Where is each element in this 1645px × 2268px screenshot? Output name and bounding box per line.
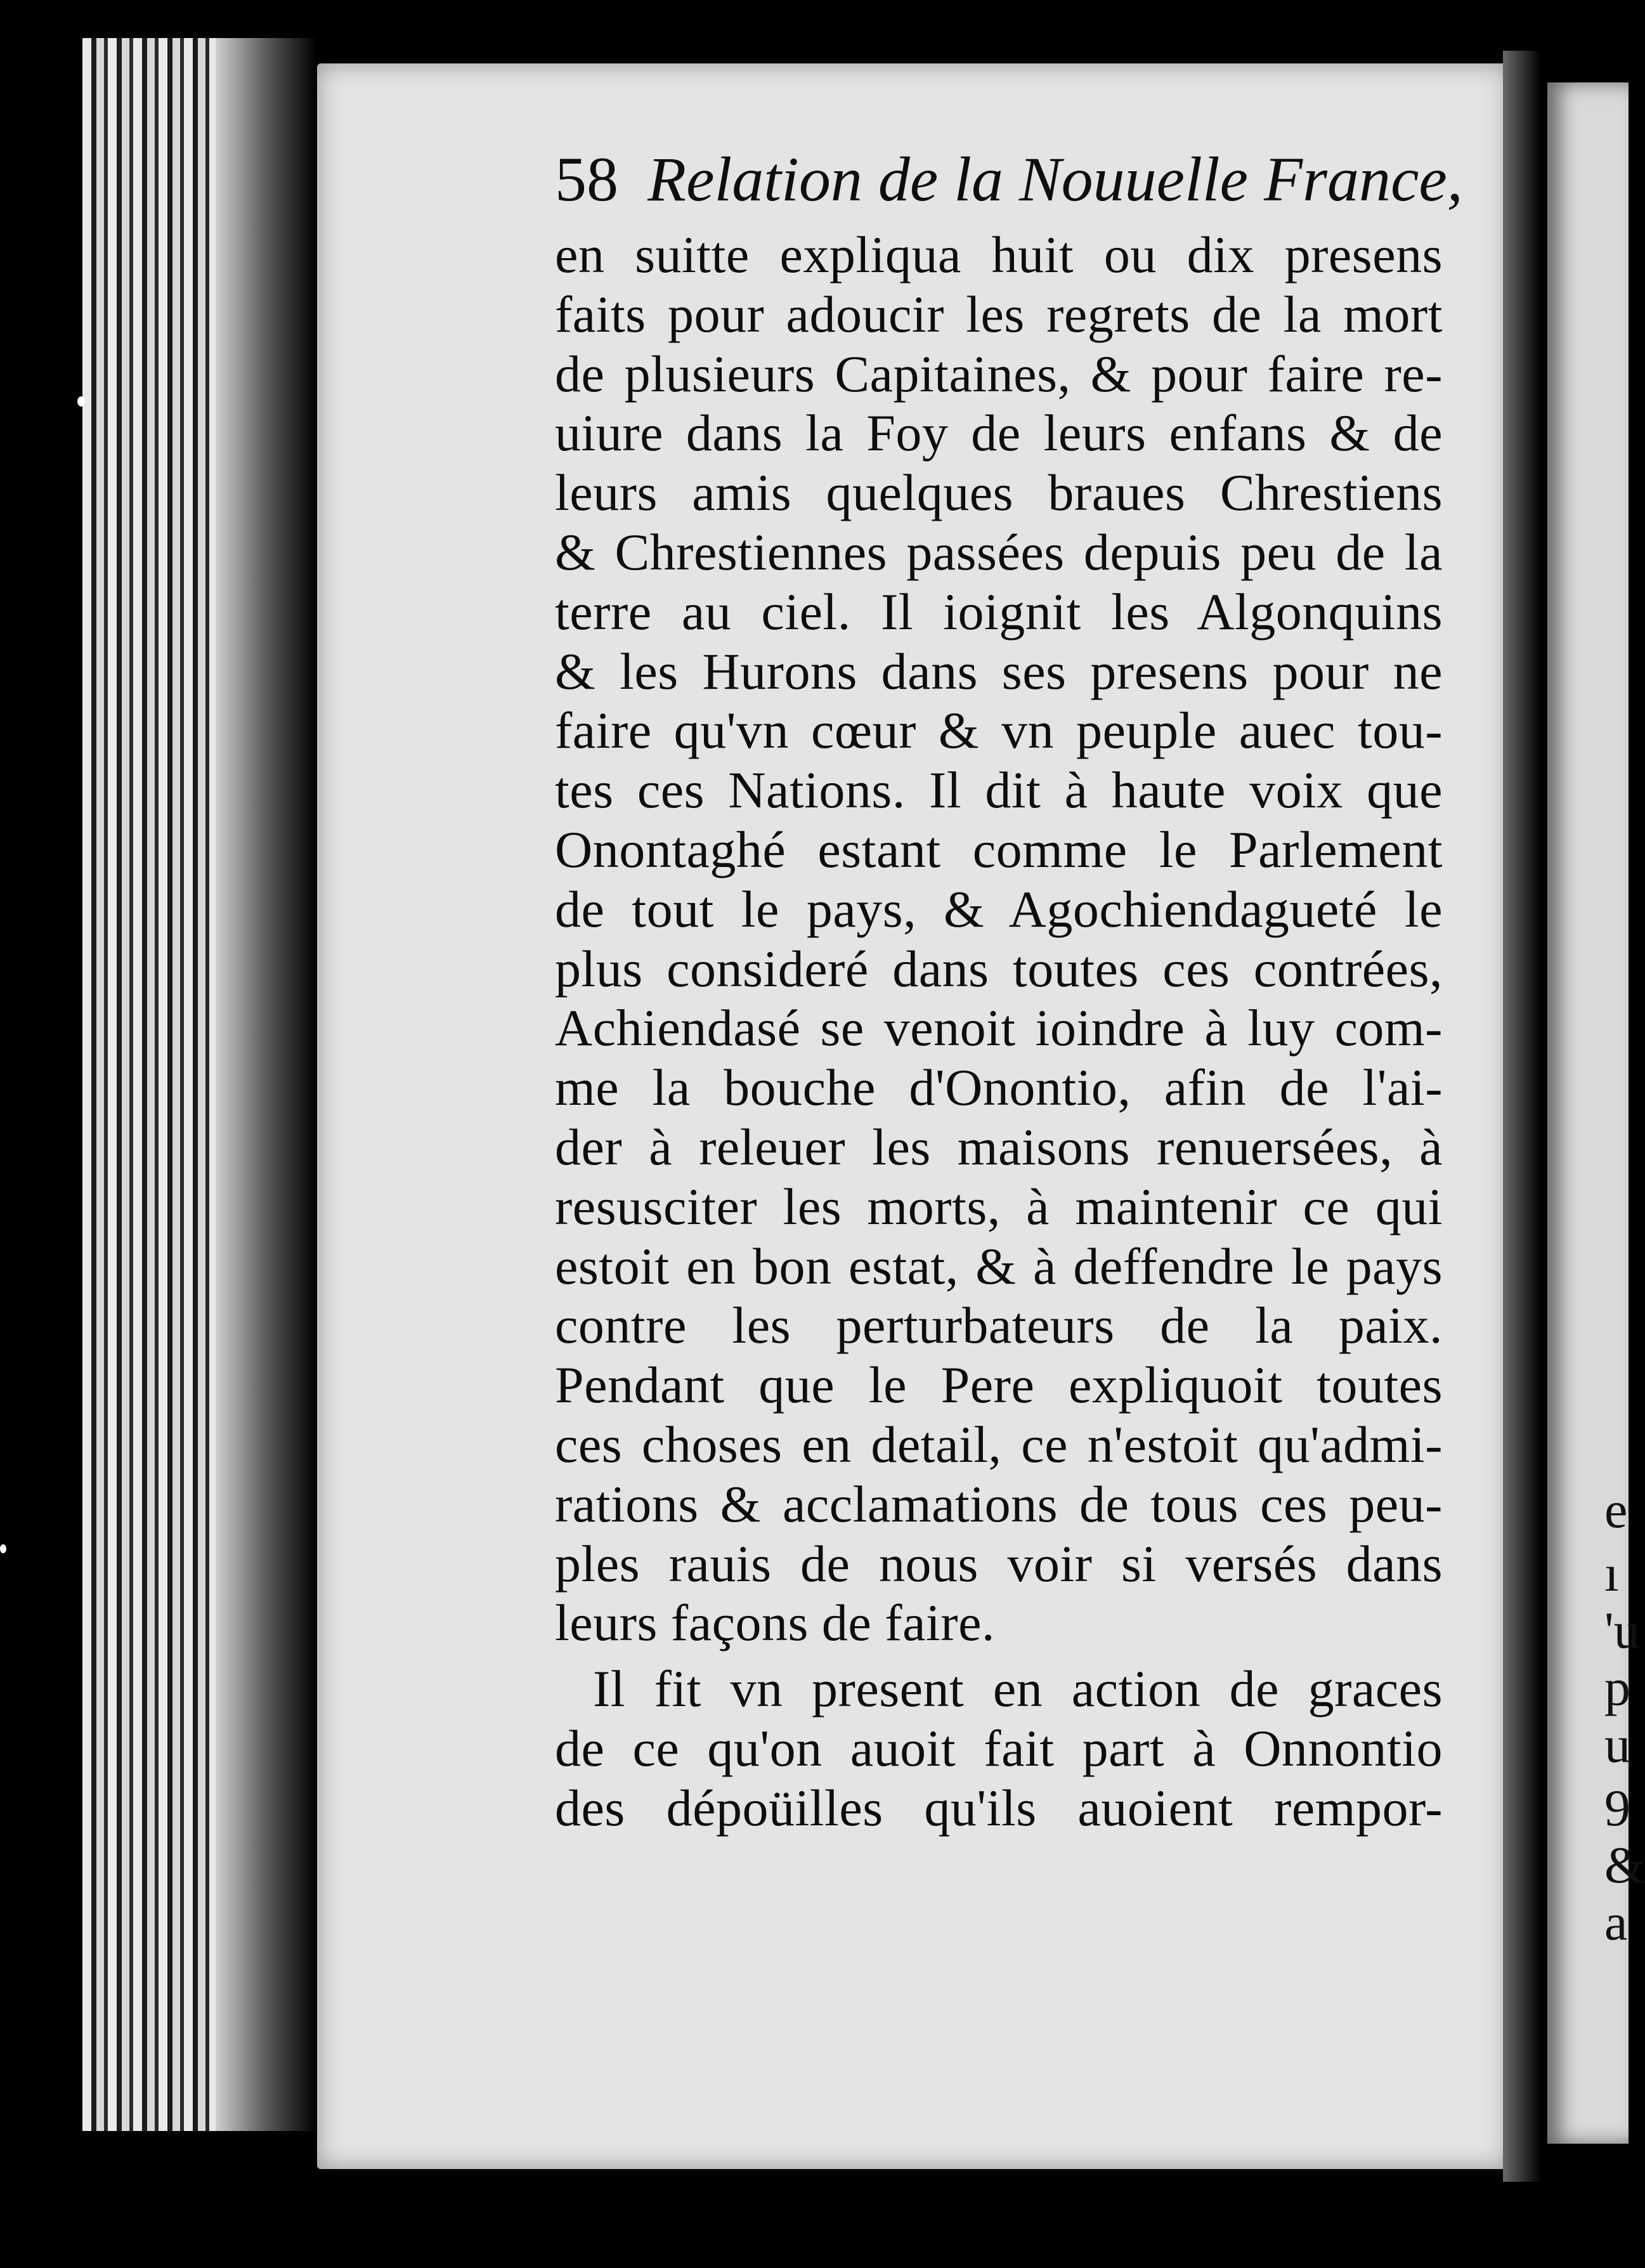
next-page-fragment: 9: [1604, 1779, 1630, 1837]
text-line-content: leurs amis quelques braues Chrestiens: [555, 464, 1443, 522]
next-page-sliver: [1547, 82, 1645, 2144]
text-line-content: Il fit vn present en action de graces: [593, 1660, 1443, 1718]
text-line: [555, 642, 1443, 701]
text-line: [555, 582, 1443, 642]
text-line: [555, 1778, 1443, 1838]
text-line-content: resusciter les morts, à maintenir ce qui: [555, 1177, 1443, 1235]
text-line: [555, 523, 1443, 582]
text-line: [555, 1719, 1443, 1778]
text-line-content: ces choses en detail, ce n'estoit qu'admi-: [555, 1415, 1443, 1473]
text-line-content: der à releuer les maisons renuersées, à: [555, 1118, 1443, 1176]
text-line: [555, 225, 1443, 285]
paragraph: [555, 1659, 1443, 1837]
text-line: [555, 1593, 1443, 1653]
text-line-content: ples rauis de nous voir si versés dans: [555, 1534, 1443, 1593]
paragraph-gap: [555, 1653, 1443, 1659]
running-title: Relation de la Nouuelle France,: [647, 144, 1463, 214]
next-page-fragment: u: [1604, 1716, 1630, 1773]
paragraph: [555, 225, 1443, 1653]
text-line: [555, 1058, 1443, 1118]
text-line: [555, 1475, 1443, 1534]
text-line-content: faits pour adoucir les regrets de la mort: [555, 285, 1443, 343]
text-line: [555, 285, 1443, 344]
text-line-content: de tout le pays, & Agochiendagueté le: [555, 880, 1443, 938]
text-line-content: Achiendasé se venoit ioindre à luy com-: [555, 999, 1443, 1057]
text-line-content: estoit en bon estat, & à deffendre le pays: [555, 1237, 1443, 1295]
text-line: [555, 403, 1443, 463]
text-line-content: leurs façons de faire.: [555, 1594, 995, 1652]
text-block: [555, 225, 1443, 1838]
text-line: [555, 1118, 1443, 1177]
next-page-fragment: p: [1604, 1659, 1630, 1716]
text-line-content: uiure dans la Foy de leurs enfans & de: [555, 404, 1443, 462]
text-line: [555, 1296, 1443, 1355]
text-line: [555, 939, 1443, 999]
page-number: 58: [555, 144, 618, 214]
text-line-content: tes ces Nations. Il dit à haute voix que: [555, 761, 1443, 819]
text-line-content: de ce qu'on auoit fait part à Onnontio: [555, 1719, 1443, 1777]
scan-speck: [0, 1544, 6, 1553]
text-line: [555, 820, 1443, 880]
text-line-content: & les Hurons dans ses presens pour ne: [555, 642, 1443, 700]
text-line: [555, 760, 1443, 820]
text-line: [555, 998, 1443, 1058]
text-line-content: plus consideré dans toutes ces contrées,: [555, 939, 1443, 998]
text-line-content: en suitte expliqua huit ou dix presens: [555, 226, 1443, 284]
text-line-content: faire qu'vn cœur & vn peuple auec tou-: [555, 701, 1443, 760]
next-page-fragment: a: [1604, 1893, 1628, 1951]
text-line: [555, 344, 1443, 404]
text-line: [555, 701, 1443, 760]
next-page-fragment: e: [1604, 1481, 1628, 1539]
text-line: [555, 463, 1443, 523]
next-page-fragment: ı: [1604, 1544, 1619, 1602]
text-line-content: terre au ciel. Il ioignit les Algonquins: [555, 582, 1443, 641]
next-page-fragment: &: [1604, 1836, 1645, 1894]
text-line: [555, 1415, 1443, 1475]
page-edge-shadow: [1503, 51, 1541, 2182]
text-line-content: Pendant que le Pere expliquoit toutes: [555, 1356, 1443, 1414]
text-line-content: & Chrestiennes passées depuis peu de la: [555, 523, 1443, 581]
text-line-content: contre les perturbateurs de la paix.: [555, 1296, 1443, 1355]
text-line: [555, 1177, 1443, 1237]
scan-speck: [77, 396, 85, 407]
text-line: [555, 880, 1443, 939]
text-line-content: rations & acclamations de tous ces peu-: [555, 1475, 1443, 1533]
running-head: [555, 143, 1463, 219]
book-gutter-shadow: [216, 38, 317, 2131]
text-line-content: me la bouche d'Onontio, afin de l'ai-: [555, 1059, 1443, 1117]
text-line-content: de plusieurs Capitaines, & pour faire re-: [555, 344, 1443, 403]
text-line-content: des dépoüilles qu'ils auoient rempor-: [555, 1778, 1443, 1837]
text-line: [555, 1237, 1443, 1296]
text-line: [555, 1355, 1443, 1415]
text-line-content: Onontaghé estant comme le Parlement: [555, 820, 1443, 878]
next-page-fragment: 'u: [1604, 1601, 1640, 1659]
text-line: [555, 1659, 1443, 1719]
text-line: [555, 1534, 1443, 1594]
